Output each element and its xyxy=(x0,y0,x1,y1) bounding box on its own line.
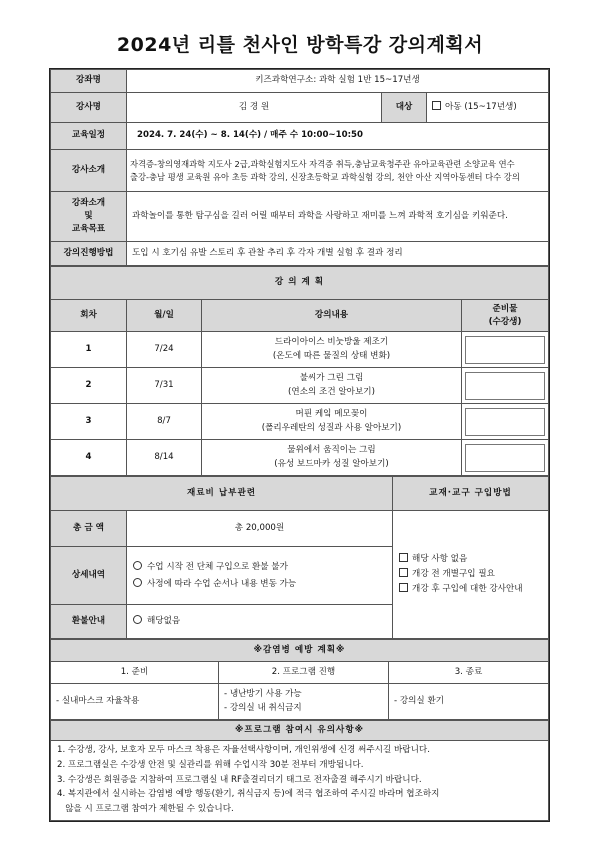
session-subtitle: (폴리우레탄의 성질과 사용 알아보기) xyxy=(261,422,402,433)
note-item: 3. 수강생은 회원증을 지참하여 프로그램실 내 RF출결리더기 태그로 전자출결 해주시기 바랍니다. xyxy=(57,774,422,785)
session-date: 8/7 xyxy=(127,404,202,440)
session-subtitle: (유성 보드마카 성질 알아보기) xyxy=(274,458,389,469)
session-no: 3 xyxy=(51,404,127,440)
target-label: 대상 xyxy=(382,93,427,123)
info-table xyxy=(50,69,549,266)
circle-bullet-icon xyxy=(133,561,142,570)
supplies-option: 개강 후 구입에 대한 강사안내 xyxy=(412,584,523,595)
prevention-col-progress: 2. 프로그램 진행 xyxy=(219,662,389,684)
session-date: 8/14 xyxy=(127,440,202,476)
checkbox-icon xyxy=(399,583,408,592)
method-label: 강의진행방법 xyxy=(51,242,127,266)
session-title: 물위에서 움직이는 그림 xyxy=(287,445,376,456)
intro-line: 출강-충남 평생 교육원 유아 초등 과학 강의, 신장초등학교 과학실험 강의, 천안 아산 지역아동센터 다수 강의 xyxy=(130,171,520,182)
prevention-header: ※감염병 예방 계획※ xyxy=(51,640,549,662)
table-row xyxy=(51,332,549,368)
note-item: 4. 복지관에서 실시하는 감염병 예방 행동(환기, 취식금지 등)에 적극 협조하여 주시길 바라며 협조하지 xyxy=(57,789,440,800)
notes-header: ※프로그램 참여시 유의사항※ xyxy=(51,721,549,741)
prevention-col-prepare: 1. 준비 xyxy=(51,662,219,684)
table-row xyxy=(51,440,549,476)
refund-value: 해당없음 xyxy=(147,615,181,626)
col-date: 월/일 xyxy=(127,300,202,332)
intro-label: 강사소개 xyxy=(51,150,127,192)
session-date: 7/24 xyxy=(127,332,202,368)
session-subtitle: (온도에 따른 물질의 상태 변화) xyxy=(272,350,391,361)
session-title: 불씨가 그린 그림 xyxy=(299,373,364,384)
goal-label: 및 xyxy=(84,211,93,222)
instructor-label: 강사명 xyxy=(51,93,127,123)
checkbox-icon xyxy=(432,101,441,110)
plan-table xyxy=(50,266,549,476)
col-supplies: 준비물 xyxy=(492,303,518,314)
session-no: 4 xyxy=(51,440,127,476)
supplies-option: 개강 전 개별구입 필요 xyxy=(412,568,495,579)
schedule-label: 교육일정 xyxy=(51,123,127,150)
schedule-value: 2024. 7. 24(수) ~ 8. 14(수) / 매주 수 10:00~10:50 xyxy=(127,123,549,150)
col-session: 회차 xyxy=(51,300,127,332)
target-value: 아동 (15~17년생) xyxy=(445,101,517,112)
prevention-col-end: 3. 종료 xyxy=(389,662,549,684)
session-date: 7/31 xyxy=(127,368,202,404)
course-value: 키즈과학연구소: 과학 실험 1반 15~17년생 xyxy=(127,70,549,93)
session-subtitle: (연소의 조건 알아보기) xyxy=(288,386,375,397)
table-row xyxy=(51,404,549,440)
prevention-item: - 실내마스크 자율착용 xyxy=(51,684,219,720)
target-cell xyxy=(427,93,549,123)
prevention-item: - 강의실 내 취식금지 xyxy=(224,702,302,713)
detail-item: 수업 시작 전 단체 구입으로 환불 불가 xyxy=(147,562,288,573)
prevention-item: - 강의실 환기 xyxy=(389,684,549,720)
col-content: 강의내용 xyxy=(202,300,462,332)
note-item: 않을 시 프로그램 참여가 제한될 수 있습니다. xyxy=(57,803,234,814)
note-item: 1. 수강생, 강사, 보호자 모두 마스크 착용은 자율선택사항이며, 개인위생에 신경 써주시길 바랍니다. xyxy=(57,745,430,756)
prevention-item: - 냉난방기 사용 가능 xyxy=(224,689,302,700)
plan-header: 강 의 계 획 xyxy=(51,267,549,300)
prevention-table xyxy=(50,639,549,720)
notes-table xyxy=(50,720,549,821)
circle-bullet-icon xyxy=(133,578,142,587)
note-item: 2. 프로그램실은 수강생 안전 및 실관리를 위해 수업시작 30분 전부터 개방됩니다. xyxy=(57,759,364,770)
total-label: 총 금 액 xyxy=(51,511,127,547)
session-title: 머핀 케잌 메모꽂이 xyxy=(295,409,368,420)
session-no: 2 xyxy=(51,368,127,404)
total-value: 총 20,000원 xyxy=(127,511,393,547)
checkbox-icon xyxy=(399,553,408,562)
instructor-value: 김 경 원 xyxy=(127,93,382,123)
supplies-option: 해당 사항 없음 xyxy=(412,553,468,564)
session-no: 1 xyxy=(51,332,127,368)
course-label: 강좌명 xyxy=(51,70,127,93)
col-supplies: (수강생) xyxy=(488,316,522,327)
checkbox-icon xyxy=(399,568,408,577)
fees-header: 재료비 납부관련 xyxy=(51,477,393,511)
page-title: 2024년 리틀 천사인 방학특강 강의계획서 xyxy=(116,34,484,56)
table-row xyxy=(51,368,549,404)
detail-item: 사정에 따라 수업 순서나 내용 변동 가능 xyxy=(147,578,297,589)
intro-line: 자격증-창의영재과학 지도사 2급,과학실험지도사 자격증 취득,충남교육청주관 유아교육관련 소양교육 연수 xyxy=(130,158,515,169)
circle-bullet-icon xyxy=(133,615,142,624)
goal-value: 과학놀이를 통한 탐구심을 길러 어릴 때부터 과학을 사랑하고 재미를 느껴 과학적 호기심을 키워준다. xyxy=(127,192,549,242)
supplies-header: 교재·교구 구입방법 xyxy=(393,477,549,511)
method-value: 도입 시 호기심 유발 스토리 후 관찰 추리 후 각자 개별 실험 후 결과 정리 xyxy=(127,242,549,266)
session-title: 드라이아이스 비눗방울 제조기 xyxy=(274,337,389,348)
fees-table xyxy=(50,476,549,639)
goal-label: 교육목표 xyxy=(71,223,106,234)
lecture-plan-form xyxy=(49,68,550,822)
detail-label: 상세내역 xyxy=(51,547,127,605)
refund-label: 환불안내 xyxy=(51,605,127,639)
goal-label: 강좌소개 xyxy=(71,198,106,209)
